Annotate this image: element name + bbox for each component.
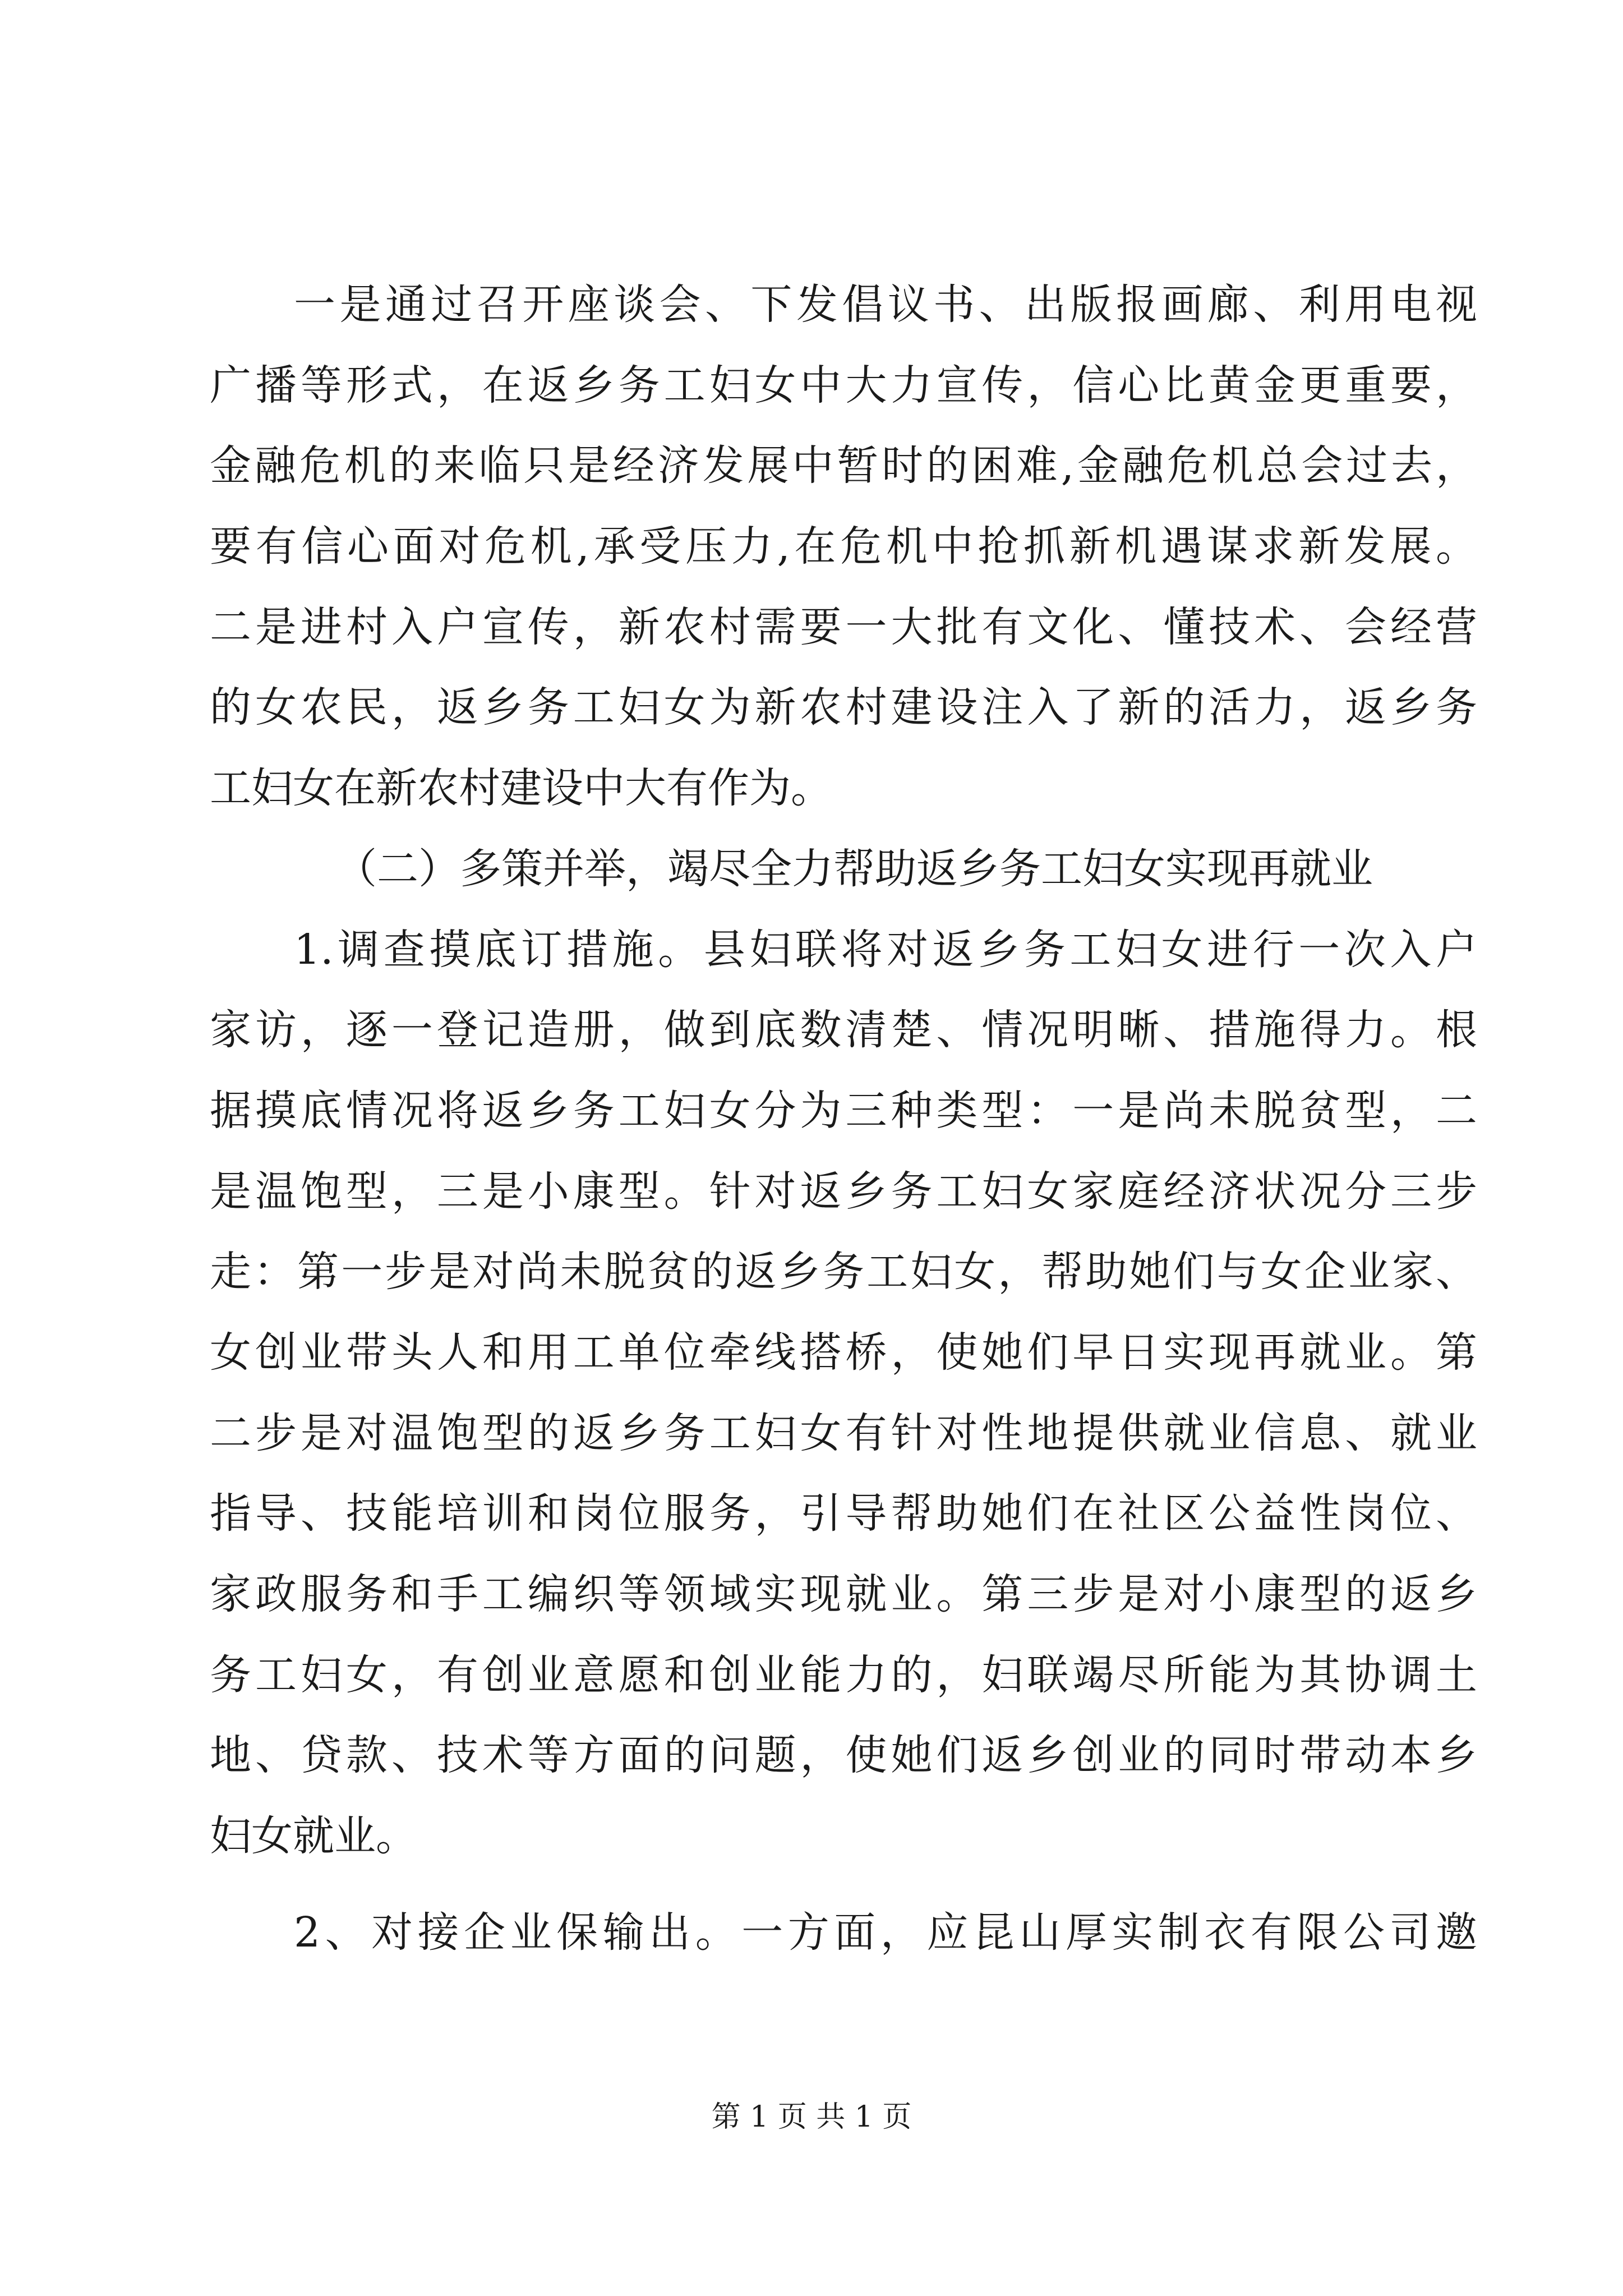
paragraph-line: 地、贷款、技术等方面的问题，使她们返乡创业的同时带动本乡 bbox=[210, 1731, 1477, 1780]
paragraph-gap bbox=[210, 1877, 1477, 1893]
paragraph-line: 的女农民，返乡务工妇女为新农村建设注入了新的活力，返乡务 bbox=[210, 683, 1477, 732]
paragraph-line: 家政服务和手工编织等领域实现就业。第三步是对小康型的返乡 bbox=[210, 1570, 1477, 1618]
paragraph-line: 务工妇女，有创业意愿和创业能力的，妇联竭尽所能为其协调土 bbox=[210, 1650, 1477, 1699]
paragraph-line: 二步是对温饱型的返乡务工妇女有针对性地提供就业信息、就业 bbox=[210, 1409, 1477, 1457]
paragraph-line: 1.调查摸底订措施。县妇联将对返乡务工妇女进行一次入户 bbox=[294, 925, 1477, 974]
paragraph-line: 工妇女在新农村建设中大有作为。 bbox=[210, 764, 832, 813]
paragraph-line: 要有信心面对危机,承受压力,在危机中抢抓新机遇谋求新发展。 bbox=[210, 522, 1477, 571]
paragraph-line: 是温饱型，三是小康型。针对返乡务工妇女家庭经济状况分三步 bbox=[210, 1167, 1477, 1216]
paragraph-line: 二是进村入户宣传，新农村需要一大批有文化、懂技术、会经营 bbox=[210, 602, 1477, 651]
paragraph-line: 据摸底情况将返乡务工妇女分为三种类型：一是尚未脱贫型，二 bbox=[210, 1086, 1477, 1135]
paragraph-line: 2、对接企业保输出。一方面，应昆山厚实制衣有限公司邀 bbox=[294, 1908, 1477, 1957]
paragraph-line: 家访，逐一登记造册，做到底数清楚、情况明晰、措施得力。根 bbox=[210, 1006, 1477, 1055]
paragraph-line: 妇女就业。 bbox=[210, 1812, 417, 1861]
paragraph-line: 金融危机的来临只是经济发展中暂时的困难,金融危机总会过去， bbox=[210, 441, 1477, 490]
paragraph-line: 指导、技能培训和岗位服务，引导帮助她们在社区公益性岗位、 bbox=[210, 1489, 1477, 1538]
paragraph-line: 走：第一步是对尚未脱贫的返乡务工妇女，帮助她们与女企业家、 bbox=[210, 1248, 1477, 1296]
page-footer: 第 1 页 共 1 页 bbox=[711, 2100, 912, 2134]
paragraph-line: 广播等形式，在返乡务工妇女中大力宣传，信心比黄金更重要， bbox=[210, 361, 1477, 409]
document-body bbox=[210, 265, 1477, 1973]
paragraph-line: 女创业带头人和用工单位牵线搭桥，使她们早日实现再就业。第 bbox=[210, 1328, 1477, 1377]
paragraph-line: 一是通过召开座谈会、下发倡议书、出版报画廊、利用电视 bbox=[294, 280, 1477, 329]
section-heading: （二）多策并举，竭尽全力帮助返乡务工妇女实现再就业 bbox=[335, 844, 1373, 893]
